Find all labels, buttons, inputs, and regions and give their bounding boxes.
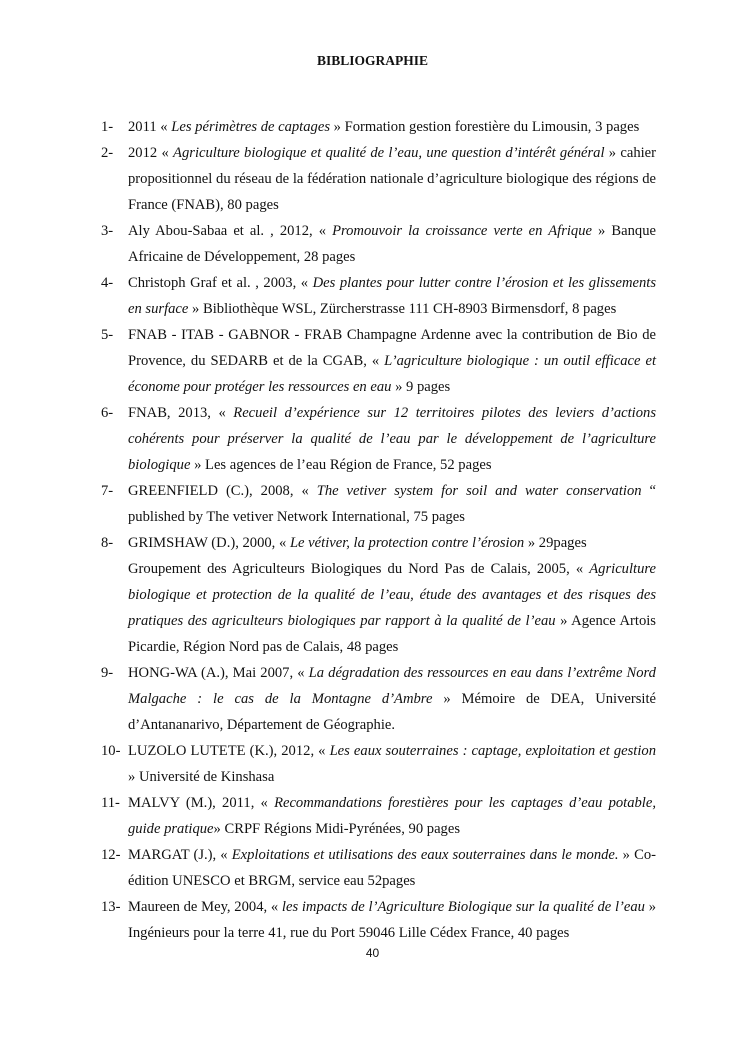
entry-title: The vetiver system for soil and water conservation (316, 483, 642, 499)
bibliography-entry (101, 790, 656, 842)
entry-text (128, 140, 656, 218)
entry-number: 7- (101, 483, 114, 499)
entry-details: » Agence Artois Picardie, Région Nord pas de Calais, 48 pages (128, 613, 656, 655)
entry-details: » Co-édition UNESCO et BRGM, service eau 52pages (128, 847, 656, 889)
entry-number: 1- (101, 119, 114, 135)
entry-text (128, 556, 656, 660)
entry-details: » cahier propositionnel du réseau de la fédération nationale d’agriculture biologique des régions de France (FNAB), 80 pages (128, 145, 657, 213)
entry-text (128, 270, 656, 322)
bibliography-entry (101, 556, 656, 660)
entry-title: Des plantes pour lutter contre l’érosion et les glissements en surface (128, 275, 656, 317)
entry-details: Maureen de Mey, 2004, « (128, 899, 282, 915)
entry-details: 2012 « (128, 145, 174, 161)
bibliography-entry (101, 218, 656, 270)
entry-details: » Les agences de l’eau Région de France, 52 pages (190, 457, 492, 473)
bibliography-entry (101, 530, 656, 556)
entry-details: » 9 pages (391, 379, 451, 395)
entry-text (128, 660, 656, 738)
entry-text (128, 530, 656, 556)
bibliography-entry (101, 270, 656, 322)
entry-title: Agriculture biologique et protection de la qualité de l’eau, étude des avantages et des risques des pratiques des agriculteurs biologiques par rapport à la qualité de l’eau (128, 561, 656, 629)
page-title: BIBLIOGRAPHIE (316, 53, 429, 68)
entry-details: » Banque Africaine de Développement, 28 pages (128, 223, 656, 265)
bibliography-entry (101, 322, 656, 400)
entry-number: 13- (101, 899, 121, 915)
entry-details: MARGAT (J.), « (128, 847, 232, 863)
entry-number: 2- (101, 145, 114, 161)
entry-number: 4- (101, 275, 114, 291)
bibliography-entry (101, 478, 656, 530)
bibliography-entry (101, 140, 656, 218)
entry-title: L’agriculture biologique : un outil efficace et économe pour protéger les ressources en eau (128, 353, 656, 395)
entry-number: 10- (101, 743, 121, 759)
entry-details: Christoph Graf et al. , 2003, « (128, 275, 313, 291)
entry-title: La dégradation des ressources en eau dans l’extrême Nord Malgache : le cas de la Montagne d’Ambre (128, 665, 656, 707)
page-number: 40 (365, 946, 380, 960)
entry-text (128, 322, 656, 400)
entry-number: 6- (101, 405, 114, 421)
entry-title: Promouvoir la croissance verte en Afrique (332, 223, 592, 239)
entry-details: FNAB, 2013, « (128, 405, 234, 421)
entry-text (128, 218, 656, 270)
entry-text (128, 894, 656, 946)
entry-text (128, 790, 656, 842)
entry-number: 9- (101, 665, 114, 681)
entry-details: 2011 « (128, 119, 172, 135)
entry-details: » Ingénieurs pour la terre 41, rue du Port 59046 Lille Cédex France, 40 pages (128, 899, 656, 941)
entry-details: LUZOLO LUTETE (K.), 2012, « (128, 743, 330, 759)
bibliography-entry (101, 114, 656, 140)
entry-details: HONG-WA (A.), Mai 2007, « (128, 665, 309, 681)
entry-text (128, 842, 656, 894)
entry-number: 5- (101, 327, 114, 343)
entry-details: » Mémoire de DEA, Université d’Antananarivo, Département de Géographie. (128, 691, 656, 733)
entry-details: GRIMSHAW (D.), 2000, « (128, 535, 290, 551)
entry-details: » Université de Kinshasa (128, 769, 275, 785)
entry-title: Les périmètres de captages (171, 119, 330, 135)
bibliography-list (101, 114, 656, 946)
entry-details: FNAB - ITAB - GABNOR - FRAB Champagne Ardenne avec la contribution de Bio de Provence, du SEDARB et de la CGAB, « (128, 327, 656, 369)
entry-text (128, 478, 656, 530)
entry-number: 3- (101, 223, 114, 239)
bibliography-entry (101, 842, 656, 894)
entry-details: » Bibliothèque WSL, Zürcherstrasse 111 CH-8903 Birmensdorf, 8 pages (188, 301, 617, 317)
entry-title: Les eaux souterraines : captage, exploitation et gestion (329, 743, 657, 759)
entry-title: Agriculture biologique et qualité de l’eau, une question d’intérêt général (173, 145, 605, 161)
entry-title: Recueil d’expérience sur 12 territoires pilotes des leviers d’actions cohérents pour préserver la qualité de l’eau par le développement de l’agriculture biologique (128, 405, 657, 473)
bibliography-entry (101, 400, 656, 478)
entry-details: » Formation gestion forestière du Limousin, 3 pages (330, 119, 640, 135)
entry-title: les impacts de l’Agriculture Biologique sur la qualité de l’eau (281, 899, 645, 915)
entry-text (128, 738, 656, 790)
entry-details: Groupement des Agriculteurs Biologiques du Nord Pas de Calais, 2005, « (128, 561, 590, 577)
entry-details: MALVY (M.), 2011, « (128, 795, 275, 811)
entry-title: Exploitations et utilisations des eaux souterraines dans le monde. (231, 847, 619, 863)
entry-number: 11- (101, 795, 120, 811)
entry-details: » CRPF Régions Midi-Pyrénées, 90 pages (213, 821, 461, 837)
entry-number: 8- (101, 535, 114, 551)
entry-number: 12- (101, 847, 121, 863)
entry-title: Le vétiver, la protection contre l’érosion (289, 535, 525, 551)
entry-details: » 29pages (524, 535, 587, 551)
bibliography-entry (101, 738, 656, 790)
entry-text (128, 400, 656, 478)
entry-details: GREENFIELD (C.), 2008, « (128, 483, 317, 499)
bibliography-entry (101, 660, 656, 738)
entry-title: Recommandations forestières pour les captages d’eau potable, guide pratique (128, 795, 656, 837)
entry-details: “ published by The vetiver Network International, 75 pages (128, 483, 656, 525)
bibliography-entry (101, 894, 656, 946)
entry-details: Aly Abou-Sabaa et al. , 2012, « (128, 223, 333, 239)
entry-text (128, 114, 656, 140)
